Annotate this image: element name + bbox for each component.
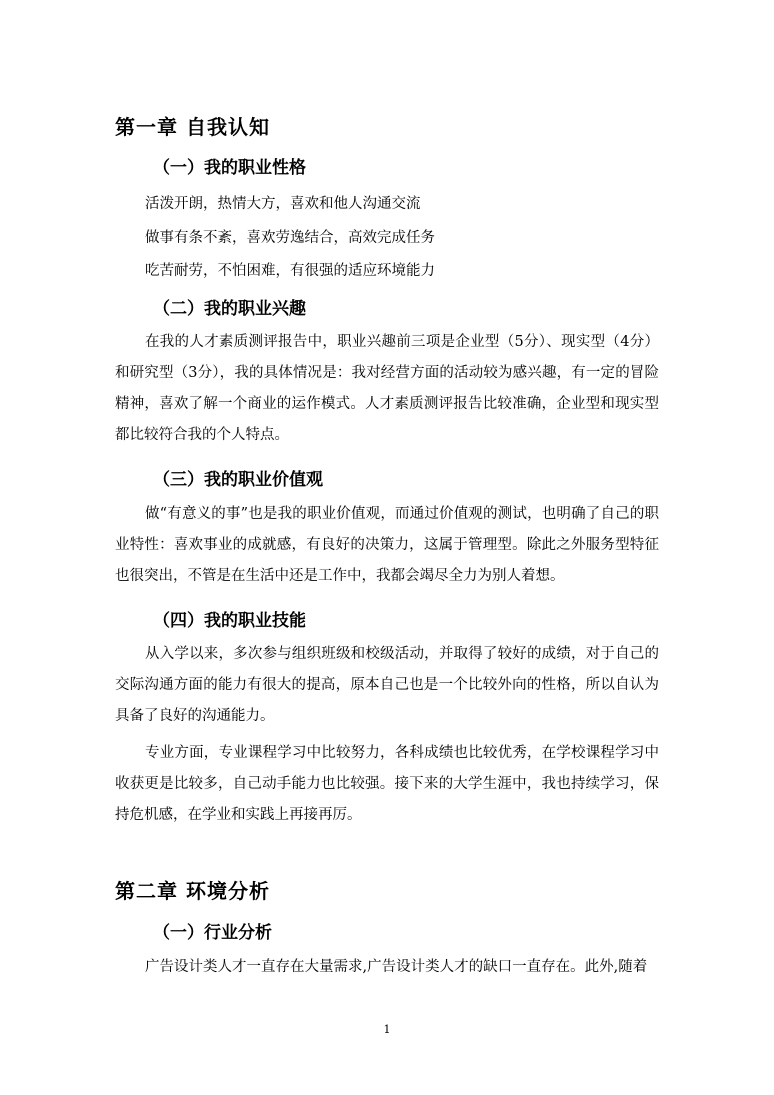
section-career-interest-heading: （二）我的职业兴趣	[153, 299, 306, 319]
career-values-paragraph: 做“有意义的事”也是我的职业价值观，而通过价值观的测试，也明确了自己的职业特性：喜欢事业的成就感，有良好的决策力，这属于管理型。除此之外服务型特征也很突出，不管是在生活中还是工作中，我都会竭尽全力为别人着想。	[115, 506, 659, 584]
chapter-1-title: 第一章 自我认知	[115, 115, 270, 139]
page-number: 1	[383, 1023, 391, 1036]
personality-line-2: 做事有条不紊，喜欢劳逸结合，高效完成任务	[145, 230, 435, 246]
personality-line-1: 活泼开朗，热情大方，喜欢和他人沟通交流	[145, 196, 421, 212]
chapter-2-title: 第二章 环境分析	[115, 879, 270, 903]
section-career-values-heading: （三）我的职业价值观	[153, 470, 323, 490]
section-career-personality-heading: （一）我的职业性格	[153, 158, 306, 178]
industry-analysis-paragraph: 广告设计类人才一直存在大量需求,广告设计类人才的缺口一直存在。此外,随着	[145, 959, 648, 975]
career-skills-paragraph-2: 专业方面，专业课程学习中比较努力，各科成绩也比较优秀，在学校课程学习中收获更是比较多，自己动手能力也比较强。接下来的大学生涯中，我也持续学习，保持危机感，在学业和实践上再接再厉。	[115, 745, 659, 823]
career-interest-paragraph: 在我的人才素质测评报告中，职业兴趣前三项是企业型（5分）、现实型（4分）和研究型（3分），我的具体情况是：我对经营方面的活动较为感兴趣，有一定的冒险精神，喜欢了解一个商业的运作模式。人才素质测评报告比较准确，企业型和现实型都比较符合我的个人特点。	[115, 334, 659, 443]
career-skills-paragraph-1: 从入学以来，多次参与组织班级和校级活动，并取得了较好的成绩，对于自己的交际沟通方面的能力有很大的提高，原本自己也是一个比较外向的性格，所以自认为具备了良好的沟通能力。	[115, 646, 659, 724]
section-career-skills-heading: （四）我的职业技能	[153, 611, 306, 631]
section-industry-analysis-heading: （一）行业分析	[153, 923, 272, 943]
personality-line-3: 吃苦耐劳，不怕困难，有很强的适应环境能力	[145, 263, 435, 279]
